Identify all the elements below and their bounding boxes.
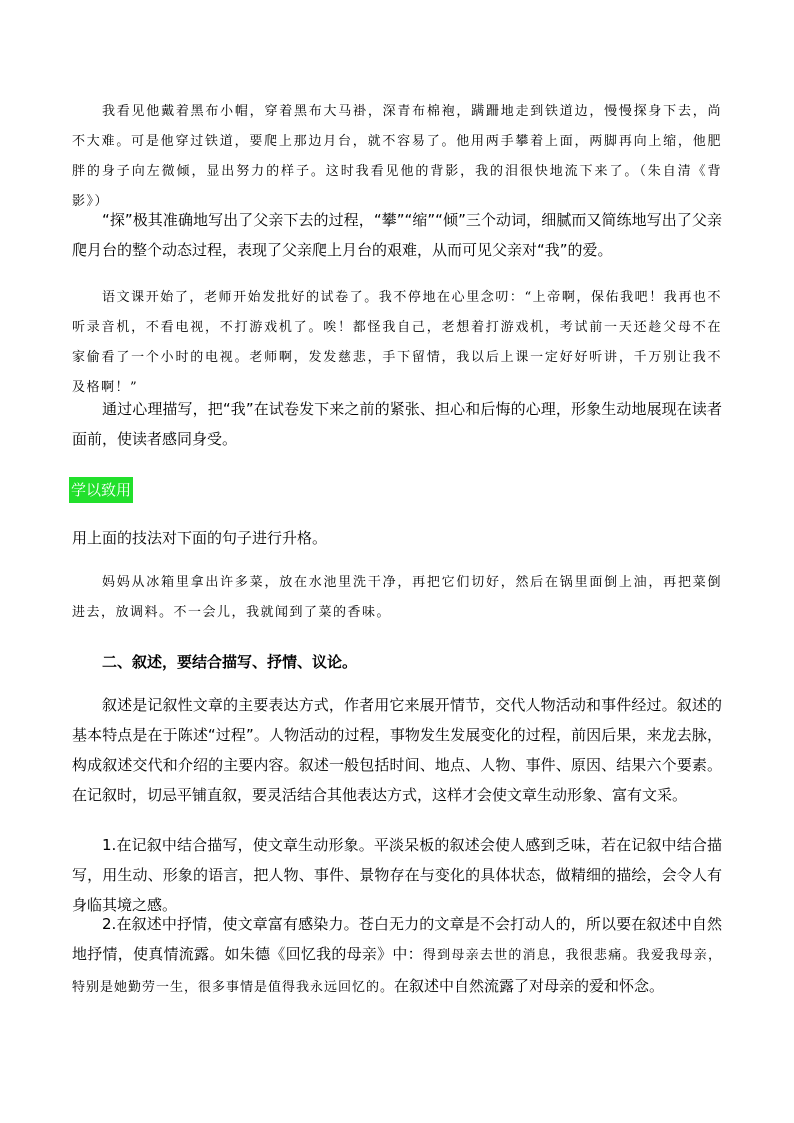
point-description: 1.在记叙中结合描写，使文章生动形象。平淡呆板的叙述会使人感到乏味，若在记叙中结合描写，用生动、形象的语言，把人物、事件、景物存在与变化的具体状态，做精细的描绘，会令人有身临其境之感。	[72, 836, 722, 914]
practice-instruction: 用上面的技法对下面的句子进行升格。	[72, 529, 328, 547]
quote-beiying: 我看见他戴着黑布小帽，穿着黑布大马褂，深青布棉袍，蹒跚地走到铁道边，慢慢探身下去，尚不大难。可是他穿过铁道，要爬上那边月台，就不容易了。他用两手攀着上面，两脚再向上缩，他肥胖的身子向左微倾，显出努力的样子。这时我看见他的背影，我的泪很快地流下来了。（朱自清《背影》）	[72, 104, 722, 209]
practice-sentence: 妈妈从冰箱里拿出许多菜，放在水池里洗干净，再把它们切好，然后在锅里面倒上油，再把菜倒进去，放调料。不一会儿，我就闻到了菜的香味。	[72, 575, 722, 620]
practice-badge: 学以致用	[69, 477, 133, 503]
point-lyric	[72, 909, 722, 1003]
point-lyric-before: 2.在叙述中抒情，使文章富有感染力。苍白无力的文章是不会打动人的，所以要在叙述中自然地抒情，使真情流露。如朱德《回忆我的母亲》中：	[72, 915, 722, 963]
point-lyric-after: 在叙述中自然流露了对母亲的爱和怀念。	[394, 977, 665, 995]
point-lyric-quote: 得到母亲去世的消息，我很悲痛。我爱我母亲，特别是她勤劳一生，很多事情是值得我永远回忆的。	[72, 948, 722, 995]
section-paragraph: 叙述是记叙性文章的主要表达方式，作者用它来展开情节，交代人物活动和事件经过。叙述的基本特点是在于陈述“过程”。人物活动的过程，事物发生发展变化的过程，前因后果，来龙去脉，构成叙述交代和介绍的主要内容。叙述一般包括时间、地点、人物、事件、原因、结果六个要素。在记叙时，切忌平铺直叙，要灵活结合其他表达方式，这样才会使文章生动形象、富有文采。	[72, 696, 722, 804]
document-page	[72, 0, 722, 1123]
quote-exam: 语文课开始了，老师开始发批好的试卷了。我不停地在心里念叨：“上帝啊，保佑我吧！我再也不听录音机，不看电视，不打游戏机了。唉！都怪我自己，老想着打游戏机，考试前一天还趁父母不在家偷看了一个小时的电视。老师啊，发发慈悲，手下留情，我以后上课一定好好听讲，千万别让我不及格啊！”	[72, 290, 722, 395]
practice-badge-wrap	[69, 477, 133, 503]
analysis-exam: 通过心理描写，把“我”在试卷发下来之前的紧张、担心和后悔的心理，形象生动地展现在读者面前，使读者感同身受。	[72, 400, 722, 448]
section-heading: 二、叙述，要结合描写、抒情、议论。	[102, 653, 358, 671]
analysis-beiying: “探”极其准确地写出了父亲下去的过程，“攀”“缩”“倾”三个动词，细腻而又简练地写出了父亲爬月台的整个动态过程，表现了父亲爬上月台的艰难，从而可见父亲对“我”的爱。	[72, 211, 722, 259]
